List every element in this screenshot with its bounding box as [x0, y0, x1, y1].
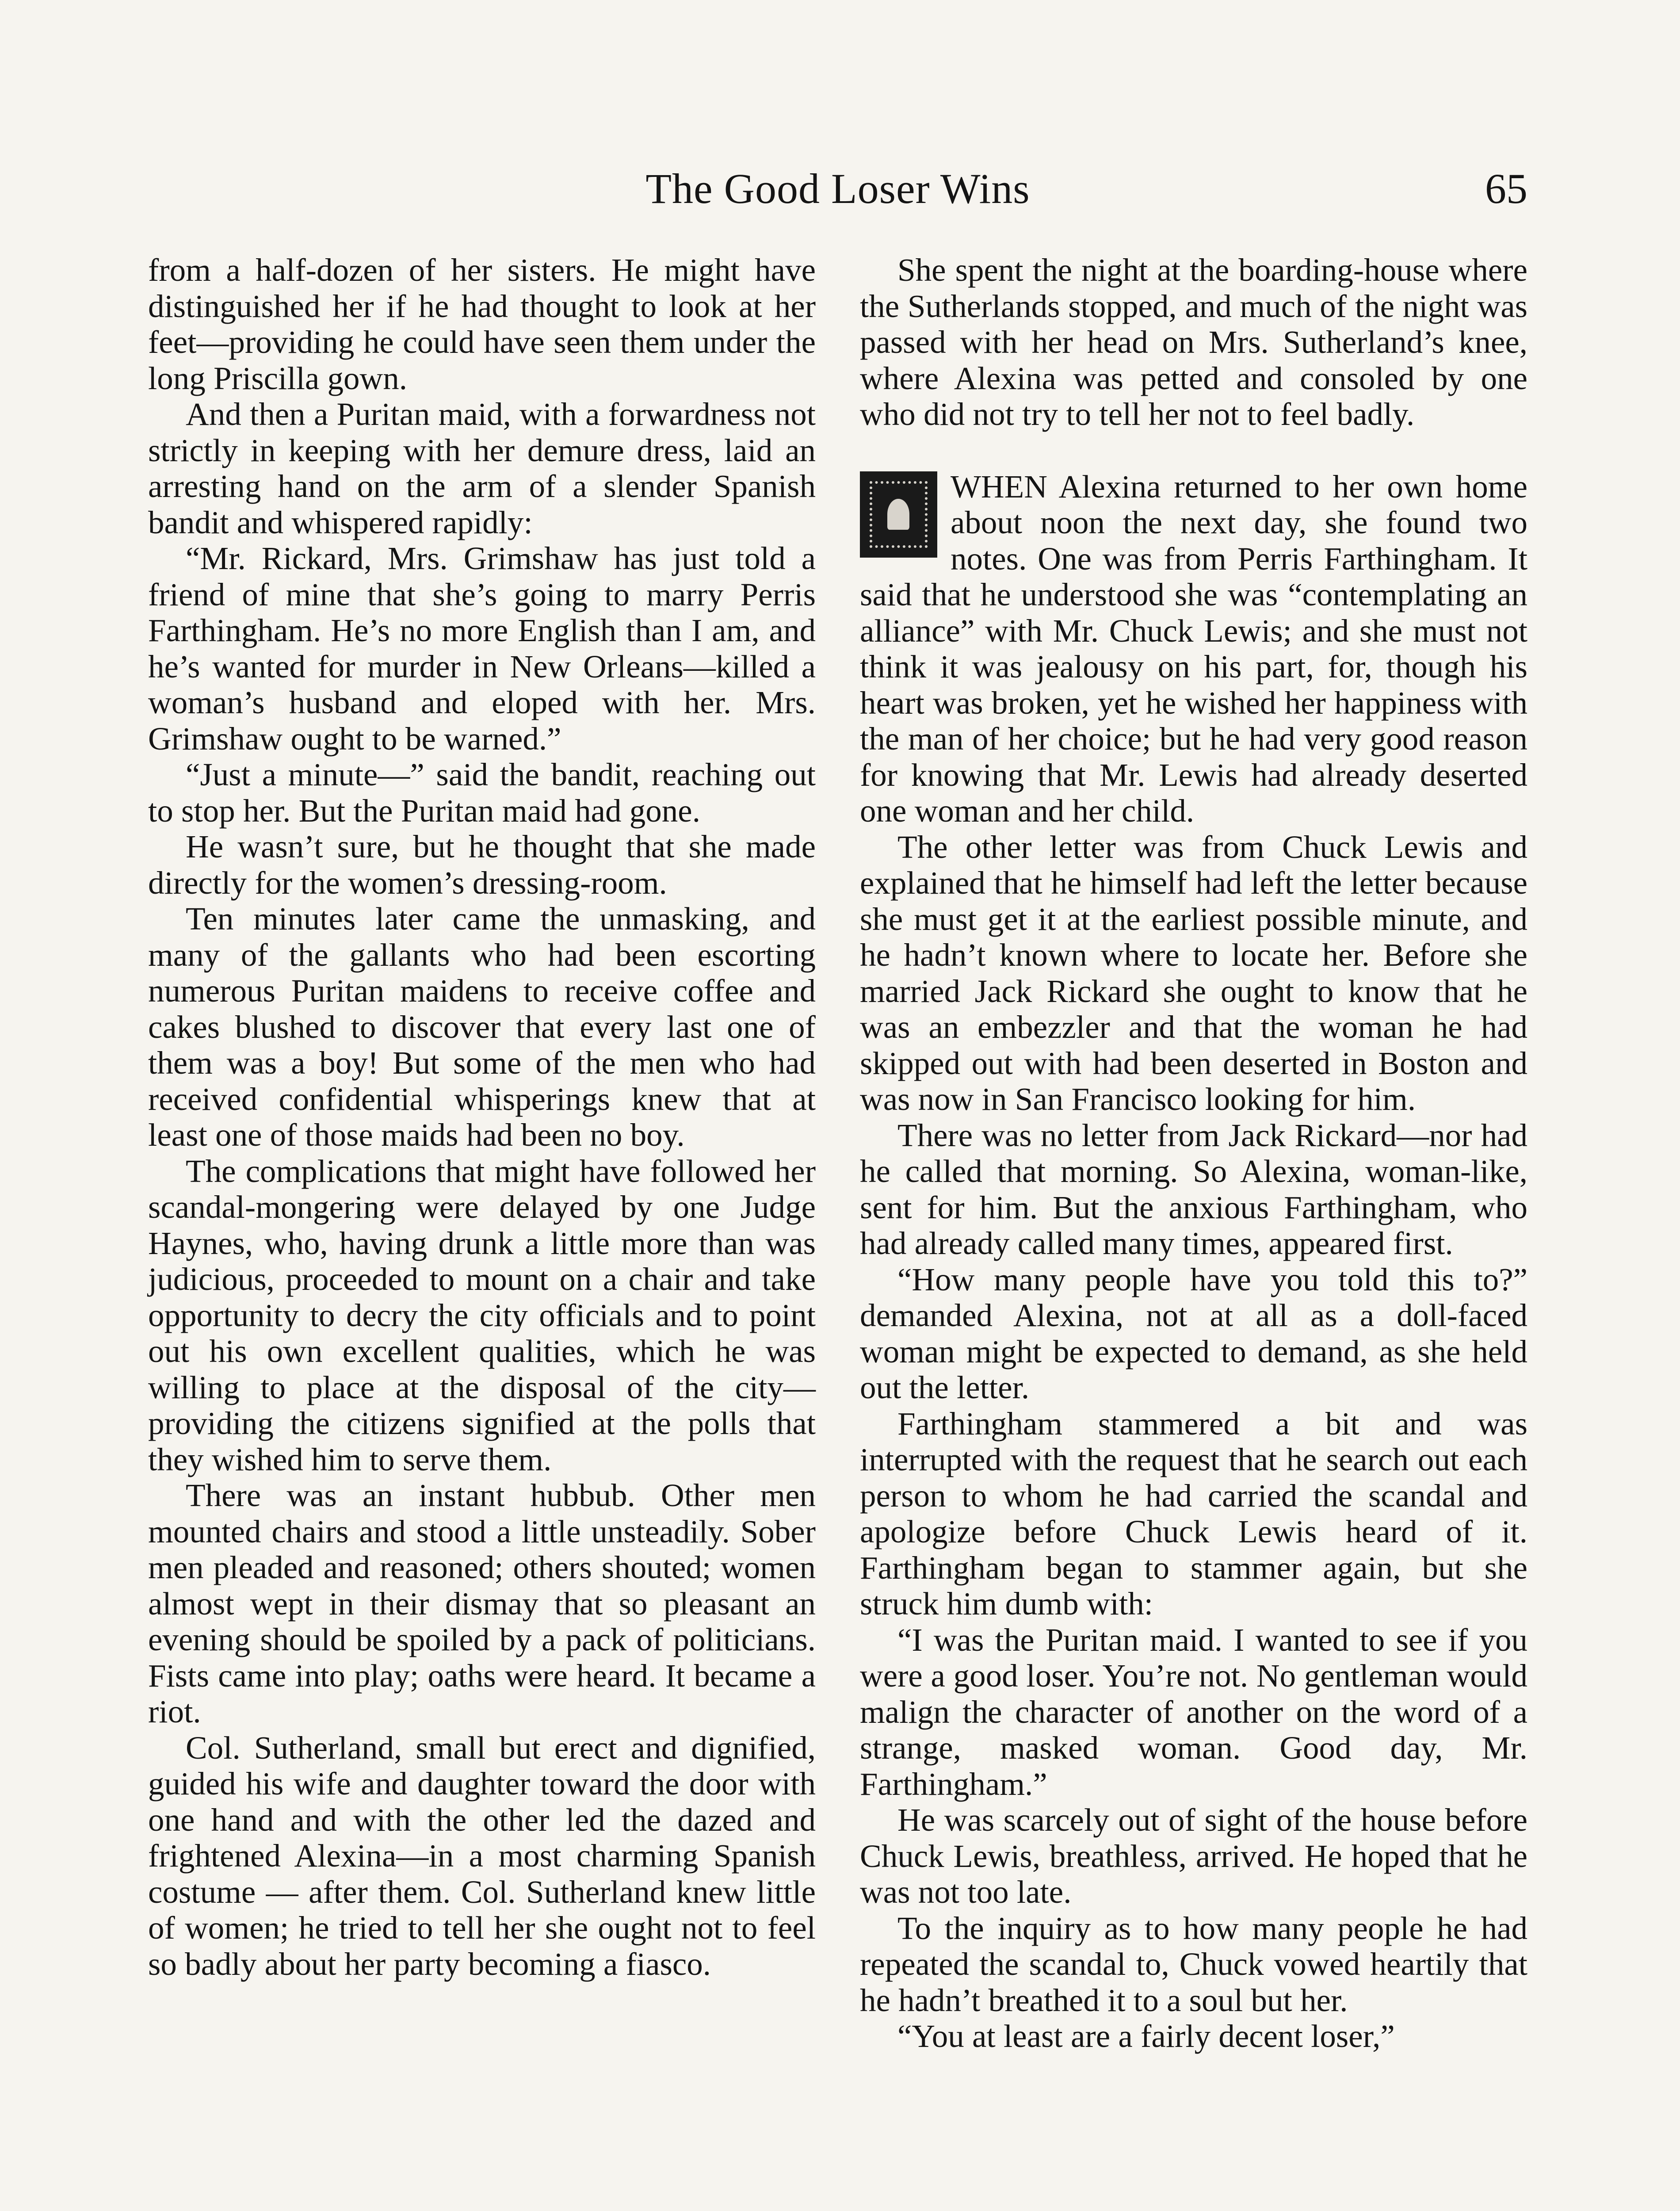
paragraph: Col. Sutherland, small but erect and dignified, guided his wife and daughter toward the door with one hand and with the other led the dazed and frightened Alexina—in a most charming Spanish costume — after them. Col. Sutherland knew little of women; he tried to tell her she ought not to feel so badly about her party becoming a fiasco.: [148, 1729, 816, 1982]
paragraph: He was scarcely out of sight of the house before Chuck Lewis, breathless, arrived. He hoped that he was not too late.: [860, 1802, 1527, 1910]
section-opening: [860, 469, 1527, 829]
paragraph: There was an instant hubbub. Other men mounted chairs and stood a little unsteadily. Sober men pleaded and reasoned; others shouted; women almost wept in their dismay that so pleasant an evening should be spoiled by a pack of politicians. Fists came into play; oaths were heard. It became a riot.: [148, 1477, 816, 1729]
right-column: [860, 252, 1527, 2054]
paragraph: Farthingham stammered a bit and was interrupted with the request that he search out each person to whom he had carried the scandal and apologize before Chuck Lewis heard of it. Farthingham began to stammer again, but she struck him dumb with:: [860, 1405, 1527, 1622]
running-title: The Good Loser Wins: [645, 165, 1030, 212]
paragraph: Ten minutes later came the unmasking, and many of the gallants who had been escorting numerous Puritan maidens to receive coffee and cakes blushed to discover that every last one of them was a boy! But some of the men who had received confidential whisperings knew that at least one of those maids had been no boy.: [148, 901, 816, 1153]
paragraph: “You at least are a fairly decent loser,”: [897, 2018, 1395, 2054]
paragraph: “How many people have you told this to?” demanded Alexina, not at all as a doll-faced woman might be expected to demand, as she held out the letter.: [860, 1261, 1527, 1405]
paragraph: from a half-dozen of her sisters. He might have distinguished her if he had thought to look at her feet—providing he could have seen them under the long Priscilla gown.: [148, 252, 816, 396]
paragraph: To the inquiry as to how many people he had repeated the scandal to, Chuck vowed heartily that he hadn’t breathed it to a soul but her.: [860, 1910, 1527, 2018]
paragraph: “Just a minute—” said the bandit, reaching out to stop her. But the Puritan maid had gone.: [148, 757, 816, 829]
page-header: [148, 156, 1527, 222]
paragraph: He wasn’t sure, but he thought that she made directly for the women’s dressing-room.: [148, 829, 816, 901]
paragraph: “Mr. Rickard, Mrs. Grimshaw has just told a friend of mine that she’s going to marry Perris Farthingham. He’s no more English than I am, and he’s wanted for murder in New Orleans—killed a woman’s husband and eloped with her. Mrs. Grimshaw ought to be warned.”: [148, 540, 816, 757]
paragraph: “I was the Puritan maid. I wanted to see if you were a good loser. You’re not. No gentleman would malign the character of another on the word of a strange, masked woman. Good day, Mr. Farthingham.”: [860, 1622, 1527, 1802]
left-column: [148, 252, 816, 1982]
paragraph: The complications that might have followed her scandal-mongering were delayed by one Judge Haynes, who, having drunk a little more than was judicious, proceeded to mount on a chair and take opportunity to decry the city officials and to point out his own excellent qualities, which he was willing to place at the disposal of the city—providing the citizens signified at the polls that they wished him to serve them.: [148, 1153, 816, 1477]
paragraph: There was no letter from Jack Rickard—nor had he called that morning. So Alexina, woman-like, sent for him. But the anxious Farthingham, who had already called many times, appeared first.: [860, 1117, 1527, 1261]
paragraph: The other letter was from Chuck Lewis and explained that he himself had left the letter because she must get it at the earliest possible minute, and he hadn’t known where to locate her. Before she married Jack Rickard she ought to know that he was an embezzler and that the woman he had skipped out with had been deserted in Boston and was now in San Francisco looking for him.: [860, 829, 1527, 1117]
page-number: 65: [1485, 165, 1527, 212]
paragraph: She spent the night at the boarding-house where the Sutherlands stopped, and much of the night was passed with her head on Mrs. Sutherland’s knee, where Alexina was petted and consoled by one who did not try to tell her not to feel badly.: [860, 252, 1527, 432]
ornament-icon: [860, 471, 937, 558]
paragraph: And then a Puritan maid, with a forwardness not strictly in keeping with her demure dress, laid an arresting hand on the arm of a slender Spanish bandit and whispered rapidly:: [148, 396, 816, 540]
paragraph: WHEN Alexina returned to her own home about noon the next day, she found two notes. One was from Perris Farthingham. It said that he understood she was “contemplating an alliance” with Mr. Chuck Lewis; and she must not think it was jealousy on his part, for, though his heart was broken, yet he wished her happiness with the man of her choice; but he had very good reason for knowing that Mr. Lewis had already deserted one woman and her child.: [860, 468, 1527, 829]
